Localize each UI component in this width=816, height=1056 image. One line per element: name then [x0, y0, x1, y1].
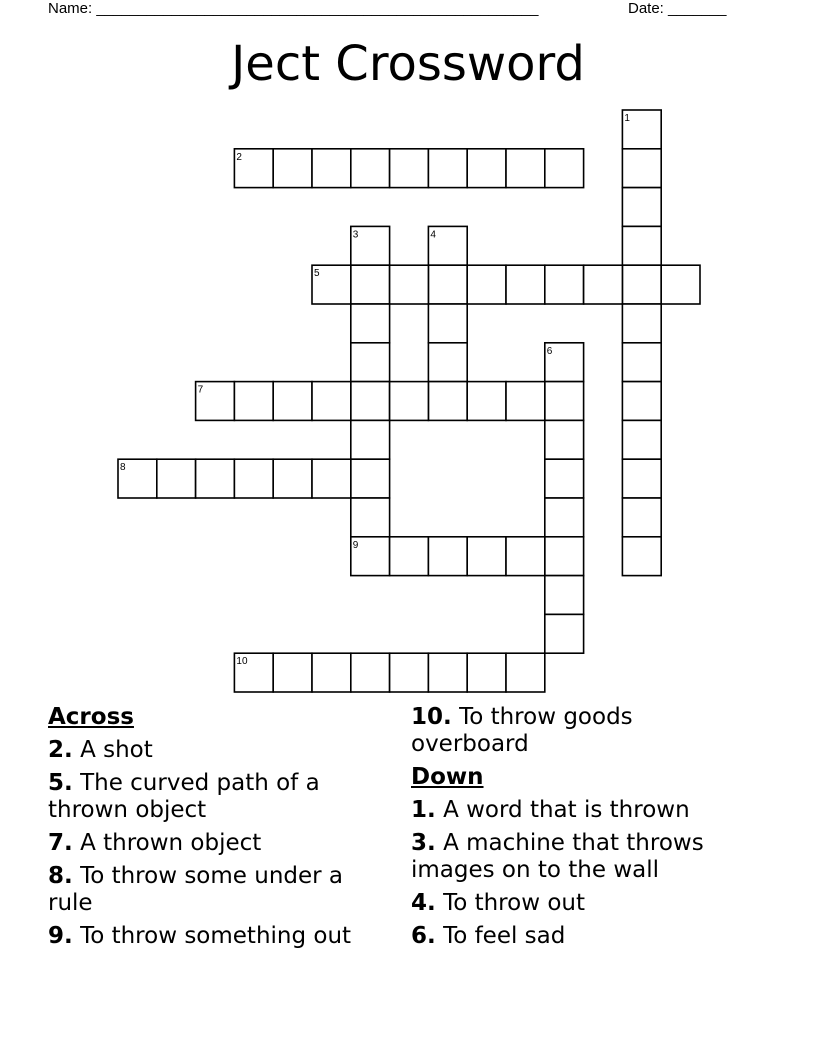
grid-cell[interactable]: [622, 498, 661, 537]
clue-down: 4. To throw out: [411, 890, 585, 916]
grid-cell[interactable]: [467, 653, 506, 692]
clue-across: 10. To throw goods overboard: [411, 704, 633, 757]
grid-cell[interactable]: [351, 304, 390, 343]
clue-across: 8. To throw some under a rule: [48, 863, 344, 916]
grid-cell[interactable]: [545, 382, 584, 421]
grid-cell[interactable]: [622, 343, 661, 382]
grid-cell[interactable]: [273, 149, 312, 188]
grid-cell[interactable]: [506, 382, 545, 421]
grid-cell[interactable]: [312, 382, 351, 421]
grid-cell[interactable]: [467, 382, 506, 421]
grid-cell[interactable]: [622, 459, 661, 498]
grid-cell[interactable]: [234, 382, 273, 421]
clue-across: 9. To throw something out: [48, 923, 352, 949]
clue-across: 2. A shot: [48, 737, 153, 763]
grid-cell[interactable]: [428, 382, 467, 421]
cell-number: 10: [236, 656, 248, 668]
down-heading: Down: [411, 764, 484, 790]
grid-cell[interactable]: [312, 149, 351, 188]
clues-left-column: [48, 704, 393, 956]
grid-cell[interactable]: [622, 537, 661, 576]
grid-cell[interactable]: [312, 459, 351, 498]
grid-cell[interactable]: [390, 149, 429, 188]
grid-cell[interactable]: [506, 149, 545, 188]
grid-cell[interactable]: [428, 537, 467, 576]
cell-number: 4: [430, 229, 436, 241]
grid-cell[interactable]: [467, 265, 506, 304]
grid-cell[interactable]: [661, 265, 700, 304]
clues-right-column: [411, 704, 756, 956]
grid-cell[interactable]: [196, 459, 235, 498]
date-label: Date: _______: [628, 0, 727, 17]
grid-cell[interactable]: [622, 149, 661, 188]
grid-cell[interactable]: [273, 459, 312, 498]
grid-cell[interactable]: [273, 382, 312, 421]
cell-number: 3: [352, 229, 359, 241]
grid-cell[interactable]: [545, 537, 584, 576]
grid-cell[interactable]: [545, 614, 584, 653]
cell-number: 9: [352, 539, 359, 551]
clue-across: 7. A thrown object: [48, 830, 262, 856]
grid-cell[interactable]: [428, 149, 467, 188]
grid-cell[interactable]: [545, 459, 584, 498]
grid-cell[interactable]: [622, 304, 661, 343]
clue-down: 6. To feel sad: [411, 923, 566, 949]
page-title: Ject Crossword: [231, 36, 585, 92]
grid-cell[interactable]: [545, 149, 584, 188]
grid-cell[interactable]: [234, 459, 273, 498]
grid-cell[interactable]: [622, 420, 661, 459]
grid-cell[interactable]: [351, 149, 390, 188]
name-label: Name: _____________________________________________________: [48, 0, 539, 17]
clue-down: 1. A word that is thrown: [411, 797, 690, 823]
grid-cell[interactable]: [545, 420, 584, 459]
cell-number: 2: [236, 151, 242, 163]
grid-cell[interactable]: [622, 226, 661, 265]
cell-number: 8: [120, 462, 126, 474]
grid-cell[interactable]: [428, 304, 467, 343]
across-heading: Across: [48, 704, 134, 730]
grid-cell[interactable]: [390, 382, 429, 421]
grid-cell[interactable]: [467, 537, 506, 576]
clue-down: 3. A machine that throws images on to the wall: [411, 830, 704, 883]
grid-cell[interactable]: [351, 382, 390, 421]
grid-cell[interactable]: [506, 537, 545, 576]
cell-number: 1: [624, 113, 630, 124]
grid-cell[interactable]: [351, 498, 390, 537]
grid-cell[interactable]: [622, 382, 661, 421]
grid-cell[interactable]: [390, 653, 429, 692]
grid-cell[interactable]: [351, 653, 390, 692]
cell-number: 7: [197, 384, 204, 396]
grid-cell[interactable]: [584, 265, 623, 304]
grid-cell[interactable]: [428, 343, 467, 382]
grid-cell[interactable]: [622, 188, 661, 227]
grid-cell[interactable]: [467, 149, 506, 188]
grid-cell[interactable]: [273, 653, 312, 692]
clue-across: 5. The curved path of a thrown object: [48, 770, 320, 823]
grid-cell[interactable]: [390, 265, 429, 304]
grid-cell[interactable]: [428, 653, 467, 692]
grid-cell[interactable]: [312, 653, 351, 692]
grid-cell[interactable]: [390, 537, 429, 576]
grid-cell[interactable]: [506, 265, 545, 304]
grid-cell[interactable]: [506, 653, 545, 692]
grid-cell[interactable]: [351, 343, 390, 382]
cell-number: 5: [314, 268, 320, 280]
grid-cell[interactable]: [622, 265, 661, 304]
grid-cell[interactable]: [351, 265, 390, 304]
grid-cell[interactable]: [545, 265, 584, 304]
grid-cell[interactable]: [351, 459, 390, 498]
grid-cell[interactable]: [428, 265, 467, 304]
cell-number: 6: [546, 345, 553, 357]
grid-cell[interactable]: [545, 498, 584, 537]
grid-cell[interactable]: [351, 420, 390, 459]
grid-cell[interactable]: [545, 576, 584, 615]
grid-cell[interactable]: [157, 459, 196, 498]
